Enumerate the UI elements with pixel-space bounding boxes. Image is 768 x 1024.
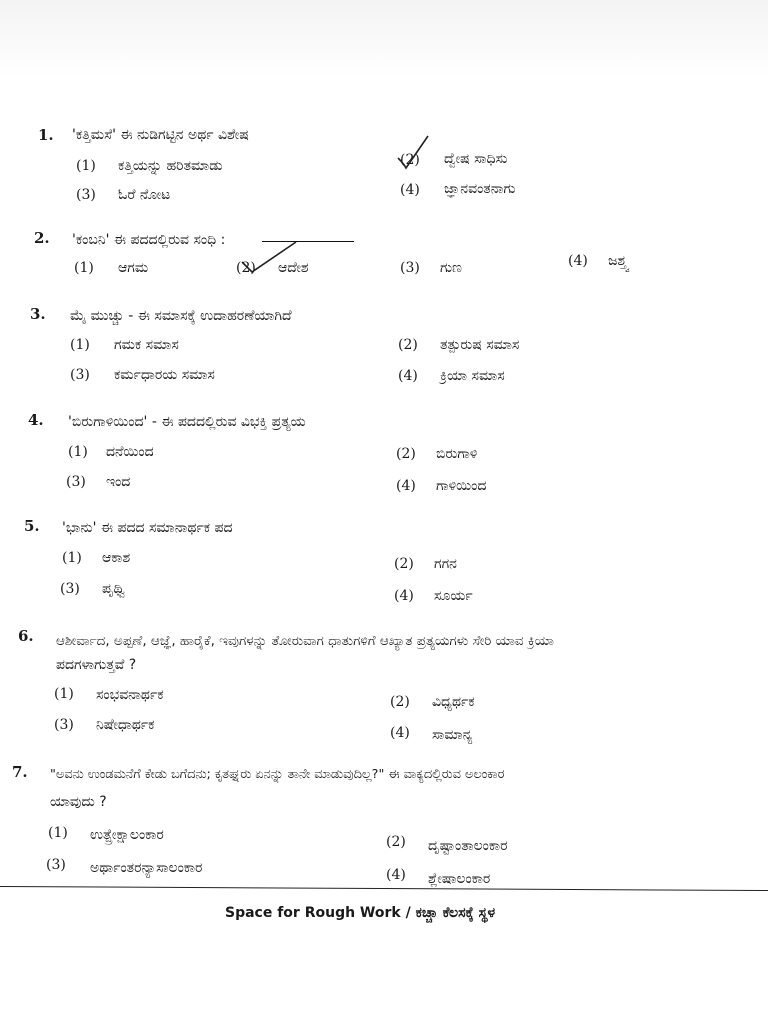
option-number: (1) [76, 158, 96, 174]
question-text: ಆಶೀರ್ವಾದ, ಅಪ್ಪಣೆ, ಆಜ್ಞೆ, ಹಾರೈಕೆ, ಇವುಗಳನ್ನು ತೋರುವಾಗ ಧಾತುಗಳಿಗೆ ಆಖ್ಯಾತ ಪ್ರತ್ಯಯಗಳು ಸೇರಿ ಯಾವ ಕ್ರಿಯಾ [56, 633, 554, 649]
option-text: ಜ್ಞಾನವಂತನಾಗು [444, 181, 516, 197]
option-number: (4) [394, 588, 414, 604]
question-text-continued: ಪದಗಳಾಗುತ್ತವೆ ? [56, 657, 137, 673]
rough-work-label: Space for Rough Work / ಕಚ್ಚಾ ಕೆಲಸಕ್ಕೆ ಸ್ಥಳ [225, 905, 496, 921]
option-number: (3) [46, 857, 66, 873]
question-text: "ಅವನು ಉಂಡಮನೆಗೆ ಕೇಡು ಬಗೆದನು; ಕೃತಘ್ನರು ಏನನ್ನು ತಾನೇ ಮಾಡುವುದಿಲ್ಲ?" ಈ ವಾಕ್ಯದಲ್ಲಿರುವ ಅಲಂಕಾರ [50, 767, 505, 782]
option-text: ನಿಷೇಧಾರ್ಥಕ [96, 717, 155, 733]
option-number: (4) [390, 725, 410, 741]
question-number: 6. [18, 627, 34, 645]
option-text: ಗಾಳಿಯಿಂದ [436, 478, 487, 494]
option-text: ಕರ್ಮಧಾರಯ ಸಮಾಸ [114, 367, 215, 383]
question-text: 'ಕಂಬನಿ' ಈ ಪದದಲ್ಲಿರುವ ಸಂಧಿ : [72, 232, 226, 248]
option-text: ಕತ್ತಿಯನ್ನು ಹರಿತಮಾಡು [118, 158, 223, 174]
option-number: (3) [400, 260, 420, 276]
divider-line [0, 886, 768, 891]
option-number: (4) [568, 253, 588, 269]
option-text: ದನೆಯಿಂದ [106, 444, 154, 460]
option-text: ಕ್ರಿಯಾ ಸಮಾಸ [440, 368, 505, 384]
option-text: ಆಕಾಶ [102, 550, 131, 566]
option-number: (2) [386, 834, 406, 850]
option-number: (4) [398, 368, 418, 384]
option-text: ಓರೆ ನೋಟ [118, 187, 171, 203]
option-text: ಗುಣ [440, 260, 462, 276]
question-number: 3. [30, 305, 46, 323]
option-number: (2) [394, 556, 414, 572]
option-number: (4) [400, 182, 420, 198]
option-number: (1) [54, 686, 74, 702]
option-text: ಶ್ಲೇಷಾಲಂಕಾರ [428, 871, 491, 887]
option-text: ದ್ವೇಷ ಸಾಧಿಸು [444, 151, 508, 167]
option-text: ಪೃಥ್ವಿ [102, 581, 126, 597]
question-text: ಮೈ ಮುಚ್ಚು - ಈ ಸಮಾಸಕ್ಕೆ ಉದಾಹರಣೆಯಾಗಿದೆ [70, 308, 292, 324]
option-text: ಅರ್ಥಾಂತರನ್ಯಾಸಾಲಂಕಾರ [90, 860, 203, 876]
option-text: ವಿಧ್ಯರ್ಥಕ [432, 694, 475, 710]
option-number: (2) [390, 694, 410, 710]
option-text: ಇಂದ [106, 474, 131, 490]
option-text: ದೃಷ್ಟಾಂತಾಲಂಕಾರ [428, 838, 508, 854]
option-number: (1) [68, 444, 88, 460]
option-number: (1) [62, 550, 82, 566]
option-text: ಸೂರ್ಯ [434, 588, 473, 604]
option-text: ಗಗನ [434, 556, 457, 572]
option-number: (3) [54, 717, 74, 733]
option-text: ಸಂಭವನಾರ್ಥಕ [96, 687, 164, 703]
question-number: 1. [38, 126, 54, 144]
question-number: 4. [28, 411, 44, 429]
option-number: (1) [74, 260, 94, 276]
option-number: (3) [76, 187, 96, 203]
question-text-continued: ಯಾವುದು ? [50, 794, 107, 810]
option-text: ಆದೇಶ [278, 260, 309, 276]
option-text: ಸಾಮಾನ್ಯ [432, 727, 473, 743]
option-number: (4) [386, 867, 406, 883]
option-number: (2) [398, 337, 418, 353]
option-text: ಜಶ್ತ್ವ [608, 253, 629, 269]
question-text: 'ಬಿರುಗಾಳಿಯಿಂದ' - ಈ ಪದದಲ್ಲಿರುವ ವಿಭಕ್ತಿ ಪ್ರತ್ಯಯ [68, 414, 306, 430]
option-text: ತತ್ಪುರುಷ ಸಮಾಸ [440, 337, 520, 353]
option-number: (3) [66, 474, 86, 490]
question-number: 2. [34, 229, 50, 247]
option-text: ಆಗಮ [118, 260, 149, 276]
option-text: ಉತ್ಪ್ರೇಕ್ಷಾಲಂಕಾರ [90, 827, 164, 843]
question-number: 5. [24, 517, 40, 535]
option-number: (4) [396, 478, 416, 494]
option-number: (3) [70, 367, 90, 383]
option-text: ಗಮಕ ಸಮಾಸ [114, 337, 179, 353]
option-number: (2) [400, 152, 420, 168]
answer-tick-mark-icon [236, 240, 300, 276]
question-text: 'ಕತ್ತಿಮಸೆ' ಈ ನುಡಿಗಟ್ಟಿನ ಅರ್ಥ ವಿಶೇಷ [72, 127, 249, 143]
answer-tick-mark-icon [392, 132, 432, 172]
option-number: (1) [48, 825, 68, 841]
option-number: (2) [236, 260, 256, 276]
question-number: 7. [12, 763, 28, 781]
option-number: (3) [60, 581, 80, 597]
option-number: (2) [396, 446, 416, 462]
question-text: 'ಭಾನು' ಈ ಪದದ ಸಮಾನಾರ್ಥಕ ಪದ [62, 520, 233, 536]
option-number: (1) [70, 337, 90, 353]
option-text: ಬಿರುಗಾಳಿ [436, 446, 478, 462]
